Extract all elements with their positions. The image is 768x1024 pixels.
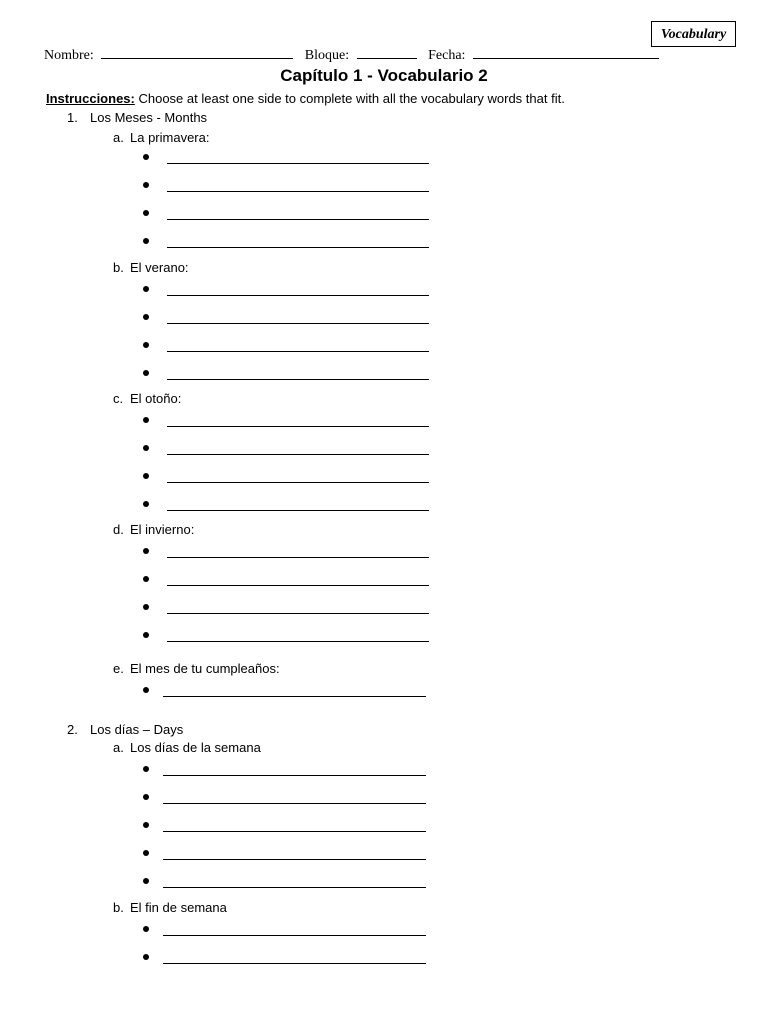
subsection-letter: d.: [113, 522, 124, 537]
answer-blank[interactable]: [167, 191, 429, 192]
page-title: Capítulo 1 - Vocabulario 2: [280, 66, 488, 85]
subsection-letter: e.: [113, 661, 124, 676]
subsection-letter: a.: [113, 130, 124, 145]
answer-blank[interactable]: [163, 803, 426, 804]
answer-blank[interactable]: [167, 454, 429, 455]
bullet-point: [143, 850, 149, 856]
answer-blank[interactable]: [167, 379, 429, 380]
bullet-point: [143, 370, 149, 376]
subsection-title: El fin de semana: [130, 900, 227, 915]
bullet-point: [143, 954, 149, 960]
bullet-point: [143, 501, 149, 507]
answer-blank[interactable]: [167, 557, 429, 558]
student-info-line: [44, 46, 659, 64]
answer-blank[interactable]: [163, 935, 426, 936]
answer-blank[interactable]: [167, 641, 429, 642]
answer-blank[interactable]: [167, 613, 429, 614]
subsection-title: El mes de tu cumpleaños:: [130, 661, 280, 676]
answer-blank[interactable]: [163, 859, 426, 860]
instructions-text: Choose at least one side to complete with all the vocabulary words that fit.: [134, 91, 565, 106]
answer-blank[interactable]: [163, 831, 426, 832]
bullet-point: [143, 314, 149, 320]
subsection-title: Los días de la semana: [130, 740, 261, 755]
answer-blank[interactable]: [163, 887, 426, 888]
instructions: [46, 91, 565, 106]
answer-blank[interactable]: [163, 775, 426, 776]
answer-blank[interactable]: [167, 163, 429, 164]
section-title: Los Meses - Months: [90, 110, 208, 125]
bullet-point: [143, 238, 149, 244]
subsection-letter: a.: [113, 740, 124, 755]
bullet-point: [143, 604, 149, 610]
answer-blank[interactable]: [163, 963, 426, 964]
bullet-point: [143, 445, 149, 451]
answer-blank[interactable]: [167, 510, 429, 511]
fecha-field[interactable]: [473, 46, 659, 59]
bullet-point: [143, 417, 149, 423]
bullet-point: [143, 878, 149, 884]
section-title: Los días – Days: [90, 722, 184, 737]
subsection-letter: b.: [113, 260, 124, 275]
bloque-label: Bloque:: [304, 48, 350, 63]
section-number: 1.: [67, 110, 78, 125]
bullet-point: [143, 576, 149, 582]
bullet-point: [143, 794, 149, 800]
bullet-point: [143, 632, 149, 638]
subsection-title: El invierno:: [130, 522, 195, 537]
bullet-point: [143, 286, 149, 292]
subsection-title: El verano:: [130, 260, 189, 275]
fecha-label: Fecha:: [428, 48, 466, 63]
answer-blank[interactable]: [167, 219, 429, 220]
answer-blank[interactable]: [167, 482, 429, 483]
bullet-point: [143, 210, 149, 216]
instructions-label: Instrucciones:: [46, 91, 135, 106]
answer-blank[interactable]: [167, 426, 429, 427]
answer-blank[interactable]: [163, 696, 426, 697]
bullet-point: [143, 548, 149, 554]
bullet-point: [143, 154, 149, 160]
subsection-letter: c.: [113, 391, 124, 406]
answer-blank[interactable]: [167, 351, 429, 352]
bullet-point: [143, 926, 149, 932]
bullet-point: [143, 342, 149, 348]
bullet-point: [143, 182, 149, 188]
answer-blank[interactable]: [167, 323, 429, 324]
subsection-letter: b.: [113, 900, 124, 915]
bullet-point: [143, 822, 149, 828]
nombre-field[interactable]: [101, 46, 293, 59]
nombre-label: Nombre:: [44, 48, 94, 63]
answer-blank[interactable]: [167, 585, 429, 586]
subsection-title: La primavera:: [130, 130, 210, 145]
answer-blank[interactable]: [167, 295, 429, 296]
bullet-point: [143, 473, 149, 479]
subsection-title: El otoño:: [130, 391, 182, 406]
vocabulary-tag: Vocabulary: [651, 21, 736, 47]
bloque-field[interactable]: [357, 46, 417, 59]
bullet-point: [143, 687, 149, 693]
section-number: 2.: [67, 722, 78, 737]
bullet-point: [143, 766, 149, 772]
answer-blank[interactable]: [167, 247, 429, 248]
